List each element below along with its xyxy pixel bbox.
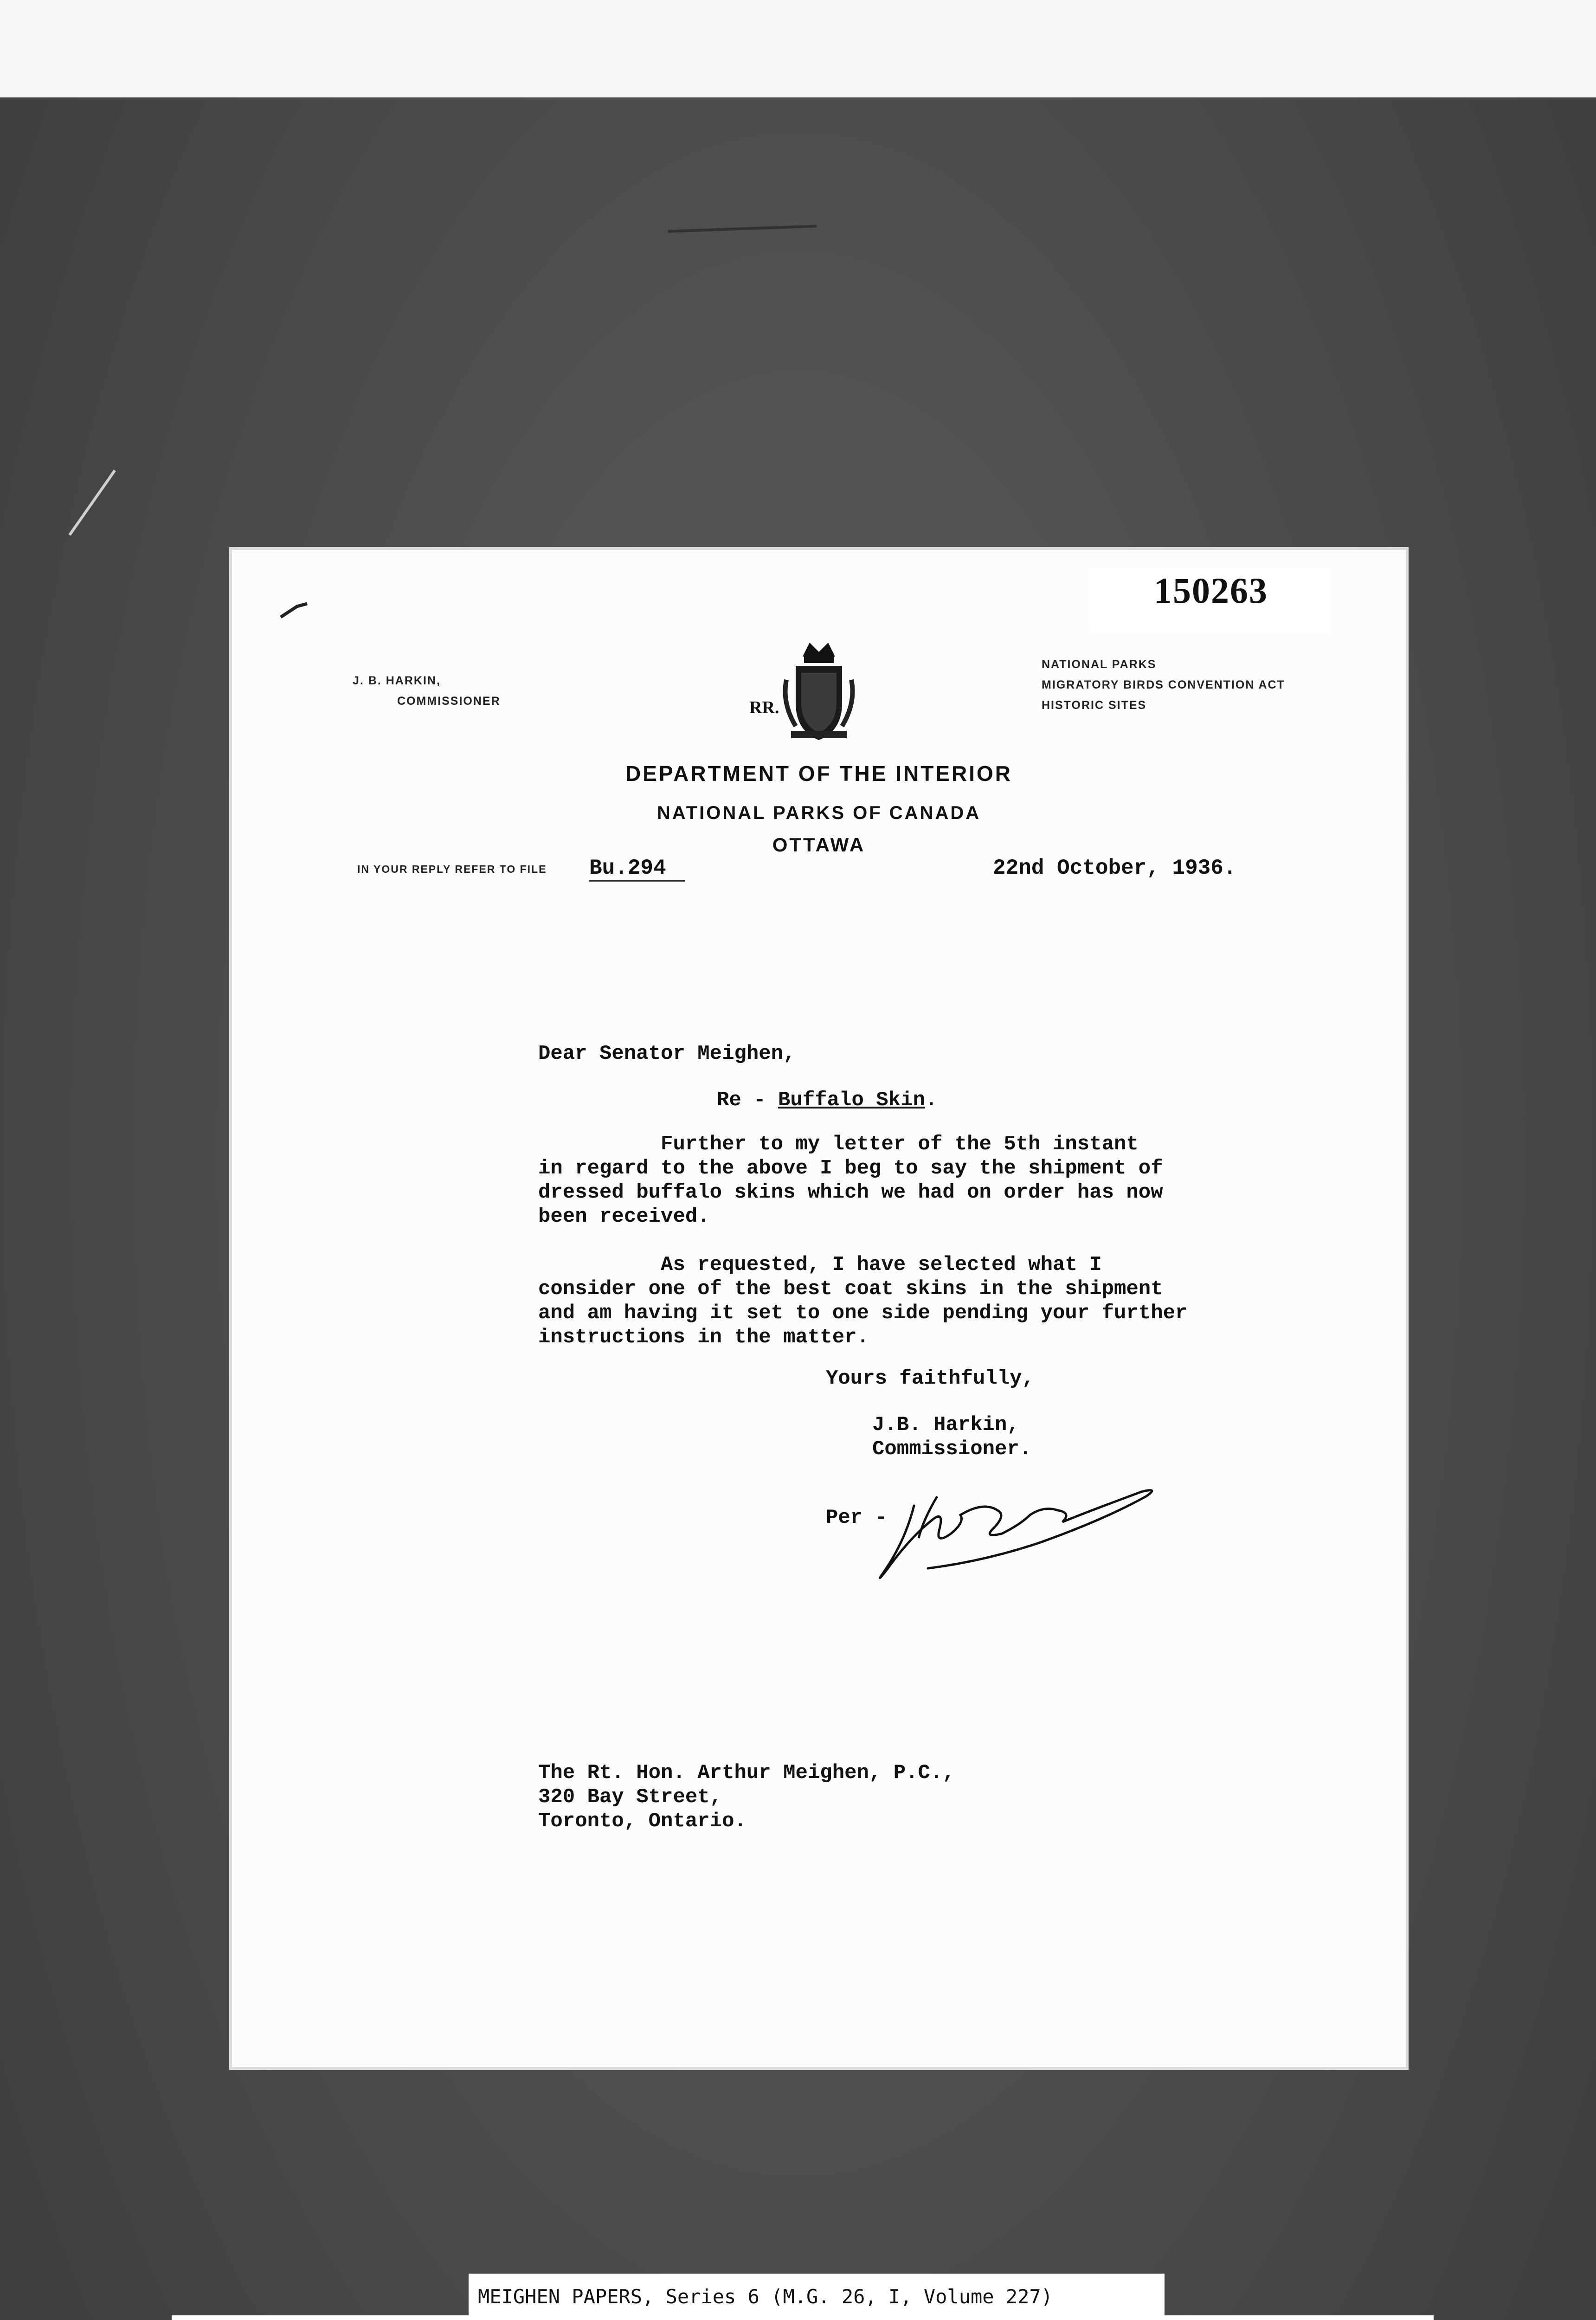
subject-text: Buffalo Skin <box>778 1089 925 1112</box>
file-reference: Bu.294 <box>589 856 685 882</box>
salutation: Dear Senator Meighen, <box>538 1042 796 1065</box>
subject-suffix: . <box>925 1089 938 1112</box>
closing: Yours faithfully, <box>826 1367 1034 1390</box>
city-heading: OTTAWA <box>772 834 866 856</box>
pencil-mark <box>668 225 817 242</box>
tick-mark <box>69 470 116 536</box>
recipient-address: The Rt. Hon. Arthur Meighen, P.C., 320 Bay Street, Toronto, Ontario. <box>538 1761 955 1833</box>
letter-page <box>232 550 1406 2067</box>
coat-of-arms-icon <box>777 638 861 745</box>
commissioner-block <box>353 670 501 711</box>
scan-top-margin <box>0 0 1596 97</box>
archives-card <box>172 2315 1434 2320</box>
body-paragraph-1: Further to my letter of the 5th instant in regard to the above I beg to say the shipment of dressed buffalo skins which we had on order has now been received. <box>538 1133 1163 1228</box>
branch-heading: NATIONAL PARKS OF CANADA <box>656 803 981 823</box>
reply-file-label: IN YOUR REPLY REFER TO FILE <box>357 863 547 875</box>
service-line: HISTORIC SITES <box>1042 699 1147 712</box>
per-label: Per - <box>826 1506 888 1529</box>
letter-date: 22nd October, 1936. <box>993 856 1236 880</box>
subject-line <box>717 1088 937 1112</box>
routing-initials: RR. <box>749 698 779 717</box>
archive-board <box>0 97 1596 2320</box>
subject-prefix: Re - <box>717 1089 779 1112</box>
pin-mark-icon <box>278 601 311 619</box>
commissioner-name: J. B. HARKIN, <box>353 674 441 687</box>
body-paragraph-2: As requested, I have selected what I consider one of the best coat skins in the shipment and am having it set to one side pending your further instructions in the matter. <box>538 1253 1188 1349</box>
signatory-name: J.B. Harkin, <box>872 1413 1019 1437</box>
department-heading: DEPARTMENT OF THE INTERIOR <box>625 761 1013 786</box>
series-label: MEIGHEN PAPERS, Series 6 (M.G. 26, I, Volume 227) <box>469 2274 1165 2320</box>
service-line: NATIONAL PARKS <box>1042 658 1157 671</box>
file-number-stamp: 150263 <box>1090 567 1332 632</box>
signatory-title: Commissioner. <box>872 1437 1032 1461</box>
commissioner-title: COMMISSIONER <box>397 695 501 708</box>
service-line: MIGRATORY BIRDS CONVENTION ACT <box>1042 678 1285 691</box>
services-block <box>1042 654 1285 715</box>
handwritten-signature <box>844 1469 1178 1585</box>
